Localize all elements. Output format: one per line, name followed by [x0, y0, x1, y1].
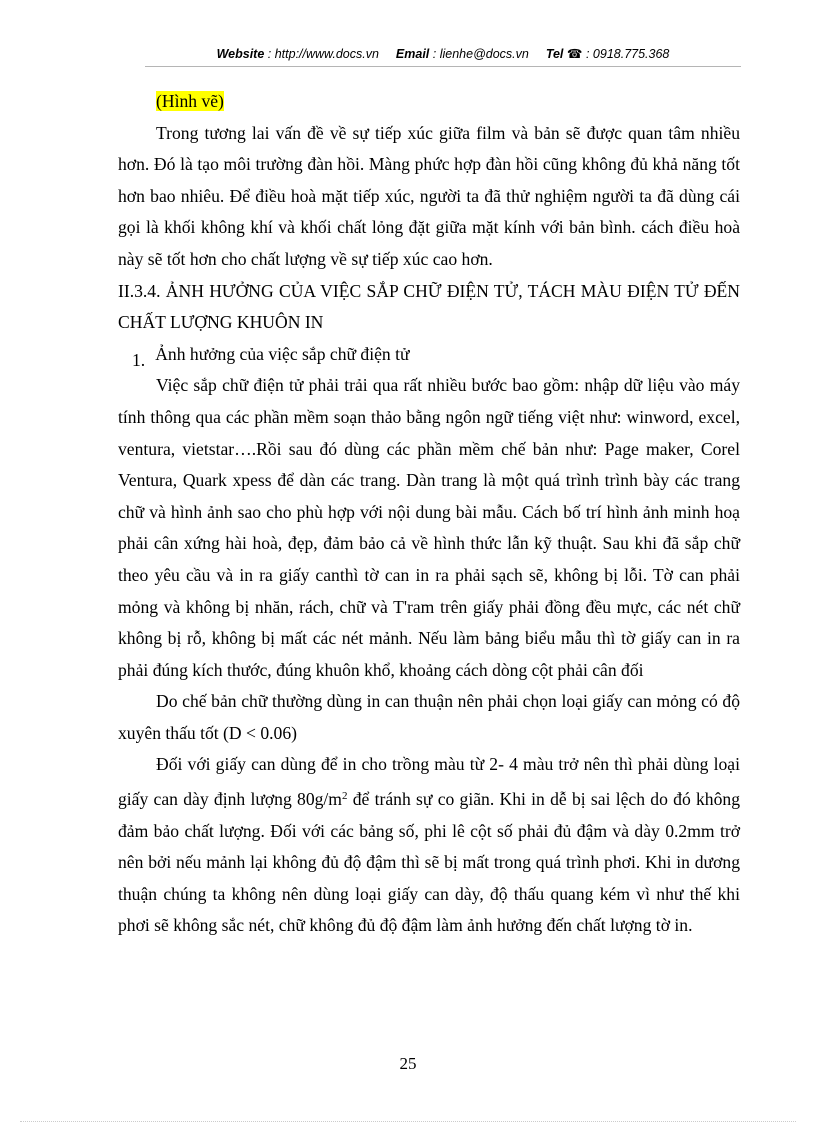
document-body: [118, 86, 740, 942]
paragraph-tracing-paper: Do chế bản chữ thường dùng in can thuận nên phải chọn loại giấy can mỏng có độ xuyên thấu tốt (D < 0.06): [118, 691, 740, 743]
paragraph-typesetting: Việc sắp chữ điện tử phải trải qua rất nhiều bước bao gồm: nhập dữ liệu vào máy tính thông qua các phần mềm soạn thảo bằng ngôn ngữ tiếng việt như: winword, excel, ventura, vietstar….Rồi sau đó dùng các phần mềm chế bản như: Page maker, Corel Ventura, Quark xpess để dàn các trang. Dàn trang là một quá trình trình bày các trang chữ và hình ảnh sao cho phù hợp với nội dung bài mẫu. Cách bố trí hình ảnh minh hoạ phải cân xứng hài hoà, đẹp, đảm bảo cả về hình thức lẫn kỹ thuật. Sau khi đã sắp chữ theo yêu cầu và in ra giấy canthì tờ can in ra phải sạch sẽ, không bị lỗi. Tờ can phải mỏng và không bị nhăn, rách, chữ và T'ram trên giấy phải đồng đều mực, các nét chữ không bị rỗ, không bị mất các nét mảnh. Nếu làm bảng biểu mẫu thì tờ giấy can in ra phải đúng kích thước, đúng khuôn khổ, khoảng cách dòng cột phải cân đối: [118, 375, 740, 680]
tel-label: Tel: [545, 47, 564, 61]
highlighted-text: (Hình vẽ): [156, 91, 224, 111]
page-number: 25: [399, 1054, 417, 1073]
email-label: Email: [395, 47, 430, 61]
page-header: [145, 46, 741, 61]
subheading-text: Ảnh hưởng của việc sắp chữ điện tử: [155, 343, 410, 364]
paragraph-contact-elasticity: Trong tương lai vấn đề về sự tiếp xúc giữa film và bản sẽ được quan tâm nhiều hơn. Đó là tạo môi trường đàn hồi. Màng phức hợp đàn hồi cũng không đủ khả năng tốt hơn bao nhiêu. Để điều hoà mặt tiếp xúc, người ta đã thử nghiệm người ta đã dùng cái gọi là khối không khí và khối chất lỏng đặt giữa mặt kính với bản bình. cách điều hoà này sẽ tốt hơn cho chất lượng về sự tiếp xúc cao hơn.: [118, 122, 740, 269]
subheading-number: 1.: [132, 349, 146, 370]
superscript: 2: [342, 790, 348, 803]
header-divider: [145, 66, 741, 67]
phone-icon: ☎: [566, 47, 583, 61]
email-value: : lienhe@docs.vn: [432, 47, 529, 61]
figure-placeholder: [156, 86, 740, 118]
website-label: Website: [216, 47, 265, 61]
tel-value: : 0918.775.368: [585, 47, 670, 61]
website-value: : http://www.docs.vn: [267, 47, 379, 61]
page-bottom-border: [20, 1121, 796, 1122]
subheading: [132, 339, 740, 371]
paragraph-part-1: Đối với giấy can dùng để in cho trồng màu từ 2- 4 màu trở nên thì phải dùng loại giấy can dày định lượng 80g/m: [118, 754, 740, 810]
section-heading: II.3.4. ẢNH HƯỞNG CỦA VIỆC SẮP CHỮ ĐIỆN TỬ, TÁCH MÀU ĐIỆN TỬ ĐẾN CHẤT LƯỢNG KHUÔN IN: [118, 280, 740, 333]
paragraph-color-printing: [118, 749, 740, 942]
paragraph-part-2: để tránh sự co giãn. Khi in dễ bị sai lệch do đó không đảm bảo chất lượng. Đối với các bảng số, phi lê cột số phải đủ đậm và dày 0.2mm trở nên bởi nếu mảnh lại không đủ độ đậm thì sẽ bị mất trong quá trình phơi. Khi in dương thuận chúng ta không nên dùng loại giấy can dày, độ thấu quang kém vì như thế khi phơi sẽ không sắc nét, chữ không đủ độ đậm làm ảnh hưởng đến chất lượng tờ in.: [118, 789, 740, 936]
